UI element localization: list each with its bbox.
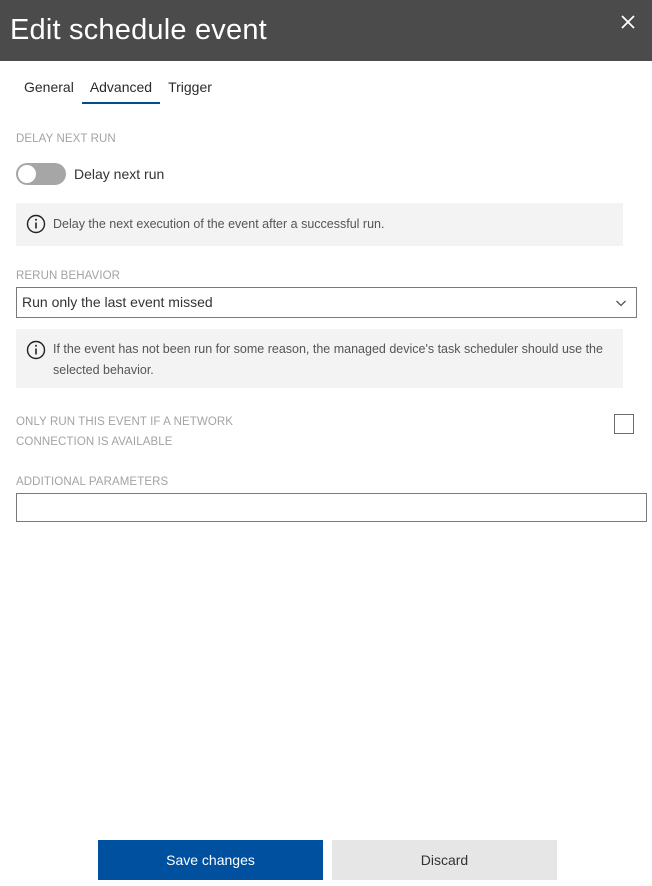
discard-button[interactable]: Discard bbox=[332, 840, 557, 880]
chevron-down-icon bbox=[615, 297, 627, 309]
rerun-behavior-info-text: If the event has not been run for some reason, the managed device's task scheduler should use the selected behavior. bbox=[53, 342, 603, 377]
toggle-knob bbox=[18, 165, 36, 183]
dialog-title: Edit schedule event bbox=[10, 14, 267, 46]
tab-bar bbox=[16, 76, 220, 106]
delay-next-run-toggle[interactable] bbox=[16, 163, 66, 185]
tab-trigger[interactable]: Trigger bbox=[168, 79, 212, 95]
close-icon bbox=[618, 12, 638, 32]
network-condition-checkbox[interactable] bbox=[614, 414, 634, 434]
dialog-header bbox=[0, 0, 652, 61]
rerun-behavior-info-box bbox=[16, 329, 623, 388]
tab-general[interactable]: General bbox=[24, 79, 74, 95]
info-icon bbox=[26, 214, 46, 234]
network-condition-label-line2: CONNECTION IS AVAILABLE bbox=[16, 436, 173, 448]
close-button[interactable] bbox=[618, 12, 638, 32]
additional-parameters-input[interactable] bbox=[16, 493, 647, 522]
rerun-behavior-select[interactable] bbox=[16, 287, 637, 318]
info-icon bbox=[26, 340, 46, 360]
save-changes-button[interactable]: Save changes bbox=[98, 840, 323, 880]
rerun-behavior-section-label: RERUN BEHAVIOR bbox=[16, 270, 121, 282]
delay-next-run-info-box bbox=[16, 203, 623, 246]
rerun-behavior-selected-value: Run only the last event missed bbox=[22, 294, 213, 310]
delay-next-run-info-text: Delay the next execution of the event after a successful run. bbox=[53, 217, 385, 231]
additional-parameters-section-label: ADDITIONAL PARAMETERS bbox=[16, 476, 169, 488]
network-condition-label-line1: ONLY RUN THIS EVENT IF A NETWORK bbox=[16, 416, 234, 428]
delay-next-run-toggle-label: Delay next run bbox=[74, 166, 165, 182]
delay-next-run-section-label: DELAY NEXT RUN bbox=[16, 133, 116, 145]
tab-advanced[interactable]: Advanced bbox=[82, 76, 160, 104]
